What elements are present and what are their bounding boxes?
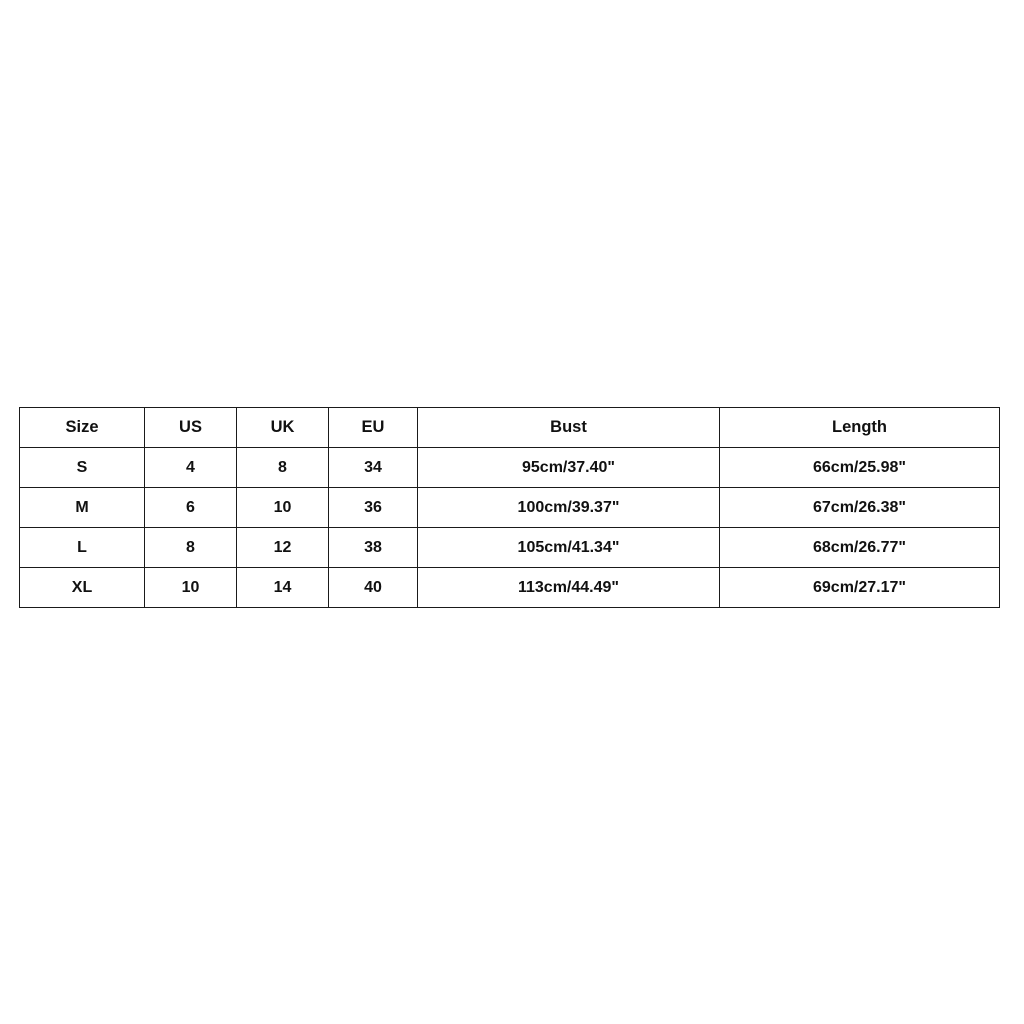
cell-size: M (20, 488, 145, 528)
table-row (20, 568, 1000, 608)
cell-size: L (20, 528, 145, 568)
cell-size: XL (20, 568, 145, 608)
table-row (20, 528, 1000, 568)
size-chart-body (20, 448, 1000, 608)
cell-us: 4 (145, 448, 237, 488)
cell-us: 10 (145, 568, 237, 608)
header-length: Length (720, 408, 1000, 448)
cell-bust: 95cm/37.40" (418, 448, 720, 488)
cell-length: 66cm/25.98" (720, 448, 1000, 488)
header-uk: UK (237, 408, 329, 448)
size-chart-header (20, 408, 1000, 448)
cell-eu: 34 (329, 448, 418, 488)
cell-bust: 113cm/44.49" (418, 568, 720, 608)
header-us: US (145, 408, 237, 448)
cell-bust: 105cm/41.34" (418, 528, 720, 568)
cell-eu: 38 (329, 528, 418, 568)
cell-us: 8 (145, 528, 237, 568)
cell-length: 68cm/26.77" (720, 528, 1000, 568)
cell-uk: 14 (237, 568, 329, 608)
cell-length: 69cm/27.17" (720, 568, 1000, 608)
header-bust: Bust (418, 408, 720, 448)
table-row (20, 448, 1000, 488)
header-size: Size (20, 408, 145, 448)
size-chart-table (19, 407, 1000, 608)
cell-uk: 12 (237, 528, 329, 568)
header-row (20, 408, 1000, 448)
table-row (20, 488, 1000, 528)
cell-size: S (20, 448, 145, 488)
cell-uk: 10 (237, 488, 329, 528)
cell-length: 67cm/26.38" (720, 488, 1000, 528)
cell-eu: 36 (329, 488, 418, 528)
cell-uk: 8 (237, 448, 329, 488)
cell-bust: 100cm/39.37" (418, 488, 720, 528)
cell-eu: 40 (329, 568, 418, 608)
cell-us: 6 (145, 488, 237, 528)
header-eu: EU (329, 408, 418, 448)
